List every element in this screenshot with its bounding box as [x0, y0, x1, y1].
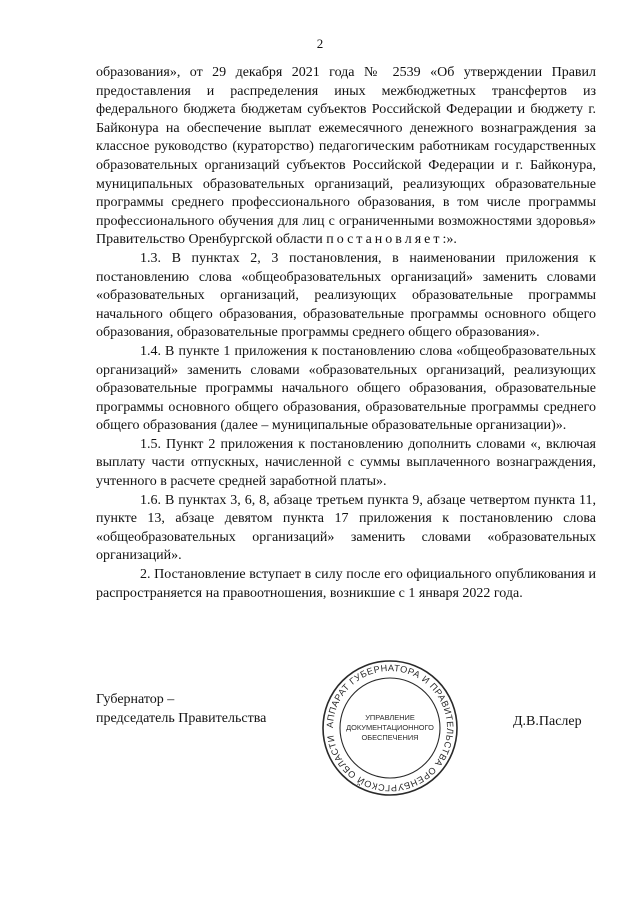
seal-center-line-2: ДОКУМЕНТАЦИОННОГО [346, 723, 434, 732]
document-body [96, 64, 596, 603]
page-number: 2 [316, 36, 324, 51]
signatory-title [96, 690, 266, 728]
seal-center-line-1: УПРАВЛЕНИЕ [365, 713, 415, 722]
paragraph-text: 1.3. В пунктах 2, 3 постановления, в наименовании приложения к постановлению слова «общеобразовательных организаций» заменить словами «образовательных организаций, реализующих образовательные программы начального общего образования, образовательные программы основного общего образования, образовательные программы среднего общего образования». [96, 250, 596, 341]
paragraph [96, 436, 596, 492]
signatory-title-line-2: председатель Правительства [96, 711, 267, 726]
signatory-name: Д.В.Паслер [513, 714, 582, 729]
paragraph-text: 1.6. В пунктах 3, 6, 8, абзаце третьем пункта 9, абзаце четвертом пункта 11, пункте 13, абзаце девятом пункта 17 приложения к постановлению слова «общеобразовательных организаций» заменить словами «образовательных организаций». [96, 492, 596, 564]
signatory-title-line-1: Губернатор – [96, 692, 175, 707]
paragraph [96, 492, 596, 566]
paragraph-text: образования», от 29 декабря 2021 года № 2539 «Об утверждении Правил предоставления и распределения иных межбюджетных трансфертов из федерального бюджета бюджетам субъектов Российской Федерации и бюджету г. Байконура на обеспечение выплат ежемесячного денежного вознаграждения за классное руководство (кураторство) педагогическим работникам государственных образовательных организаций субъектов Российской Федерации и г. Байконура, муниципальных образовательных организаций, реализующих образовательные программы среднего профессионального образования, в том числе программы профессионального обучения для лиц с ограниченными возможностями здоровья» Правительство Оренбургской области [96, 65, 596, 248]
paragraph-text: 1.4. В пункте 1 приложения к постановлению слова «общеобразовательных организаций» заменить словами «образовательных организаций, реализующих образовательные программы начального общего образования, образовательные программы основного общего образования, образовательные программы среднего общего образования (далее – муниципальные образовательные организации)». [96, 343, 596, 434]
paragraph-text: 2. Постановление вступает в силу после его официального опубликования и распространяется на правоотношения, возникшие с 1 января 2022 года. [96, 567, 596, 601]
spaced-keyword: постановляет [326, 232, 443, 248]
seal-center-line-3: ОБЕСПЕЧЕНИЯ [361, 733, 419, 742]
paragraph [96, 250, 596, 343]
paragraph-text: :». [442, 232, 457, 248]
paragraph [96, 64, 596, 250]
paragraph [96, 343, 596, 436]
official-seal [320, 658, 460, 798]
paragraph-text: 1.5. Пункт 2 приложения к постановлению дополнить словами «, включая выплату части отпускных, начисленной с суммы выплаченного вознаграждения, учтенного в расчете средней заработной платы». [96, 436, 596, 490]
seal-ring-text: АППАРАТ ГУБЕРНАТОРА И ПРАВИТЕЛЬСТВА ОРЕНБУРГСКОЙ ОБЛАСТИ [324, 662, 456, 794]
paragraph [96, 566, 596, 603]
